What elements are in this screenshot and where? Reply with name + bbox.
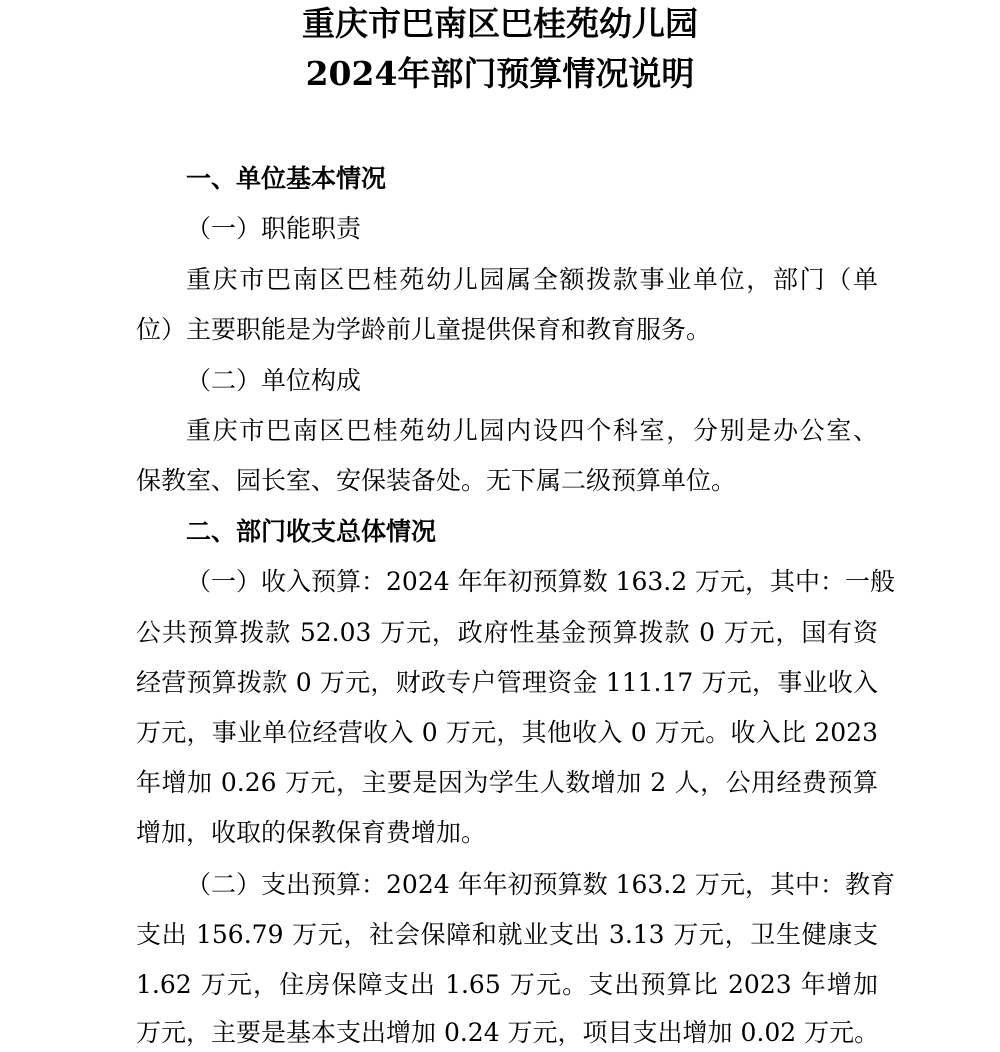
paragraph-functions-line-1: 重庆市巴南区巴桂苑幼儿园属全额拨款事业单位，部门（单 [186, 265, 878, 294]
paragraph-expense-line-4: 万元，主要是基本支出增加 0.24 万元，项目支出增加 0.02 万元。 [136, 1018, 880, 1047]
paragraph-expense-line-3: 1.62 万元，住房保障支出 1.65 万元。支出预算比 2023 年增加 [136, 970, 878, 999]
paragraph-expense-line-2: 支出 156.79 万元，社会保障和就业支出 3.13 万元，卫生健康支 [136, 920, 878, 949]
paragraph-expense-line-1 [186, 868, 896, 902]
paragraph-functions-line-2: 位）主要职能是为学龄前儿童提供保育和教育服务。 [136, 315, 712, 344]
paragraph-income-line-3: 经营预算拨款 0 万元，财政专户管理资金 111.17 万元，事业收入 [136, 668, 878, 697]
section-heading-unit-basics: 一、单位基本情况 [186, 164, 387, 193]
paragraph-composition-line-1: 重庆市巴南区巴桂苑幼儿园内设四个科室，分别是办公室、 [186, 416, 878, 445]
subheading-functions: （一）职能职责 [186, 214, 362, 243]
paragraph-income-line-5: 年增加 0.26 万元，主要是因为学生人数增加 2 人，公用经费预算 [136, 768, 878, 797]
subheading-unit-composition: （二）单位构成 [186, 366, 362, 395]
paragraph-income-line-1 [186, 565, 896, 599]
document-title-line-1: 重庆市巴南区巴桂苑幼儿园 [302, 4, 698, 43]
document-title-line-2: 2024年部门预算情况说明 [305, 54, 695, 93]
section-heading-budget-overview: 二、部门收支总体情况 [186, 517, 437, 546]
income-label: （一）收入预算： [186, 567, 387, 596]
paragraph-income-line-6: 增加，收取的保教保育费增加。 [136, 818, 487, 847]
income-line-1-text: 2024 年年初预算数 163.2 万元，其中：一般 [386, 567, 896, 596]
paragraph-income-line-4: 万元，事业单位经营收入 0 万元，其他收入 0 万元。收入比 2023 [136, 718, 878, 747]
paragraph-income-line-2: 公共预算拨款 52.03 万元，政府性基金预算拨款 0 万元，国有资 [136, 618, 878, 647]
paragraph-composition-line-2: 保教室、园长室、安保装备处。无下属二级预算单位。 [136, 466, 737, 495]
expense-label: （二）支出预算： [186, 870, 387, 899]
expense-line-1-text: 2024 年年初预算数 163.2 万元，其中：教育 [386, 870, 896, 899]
